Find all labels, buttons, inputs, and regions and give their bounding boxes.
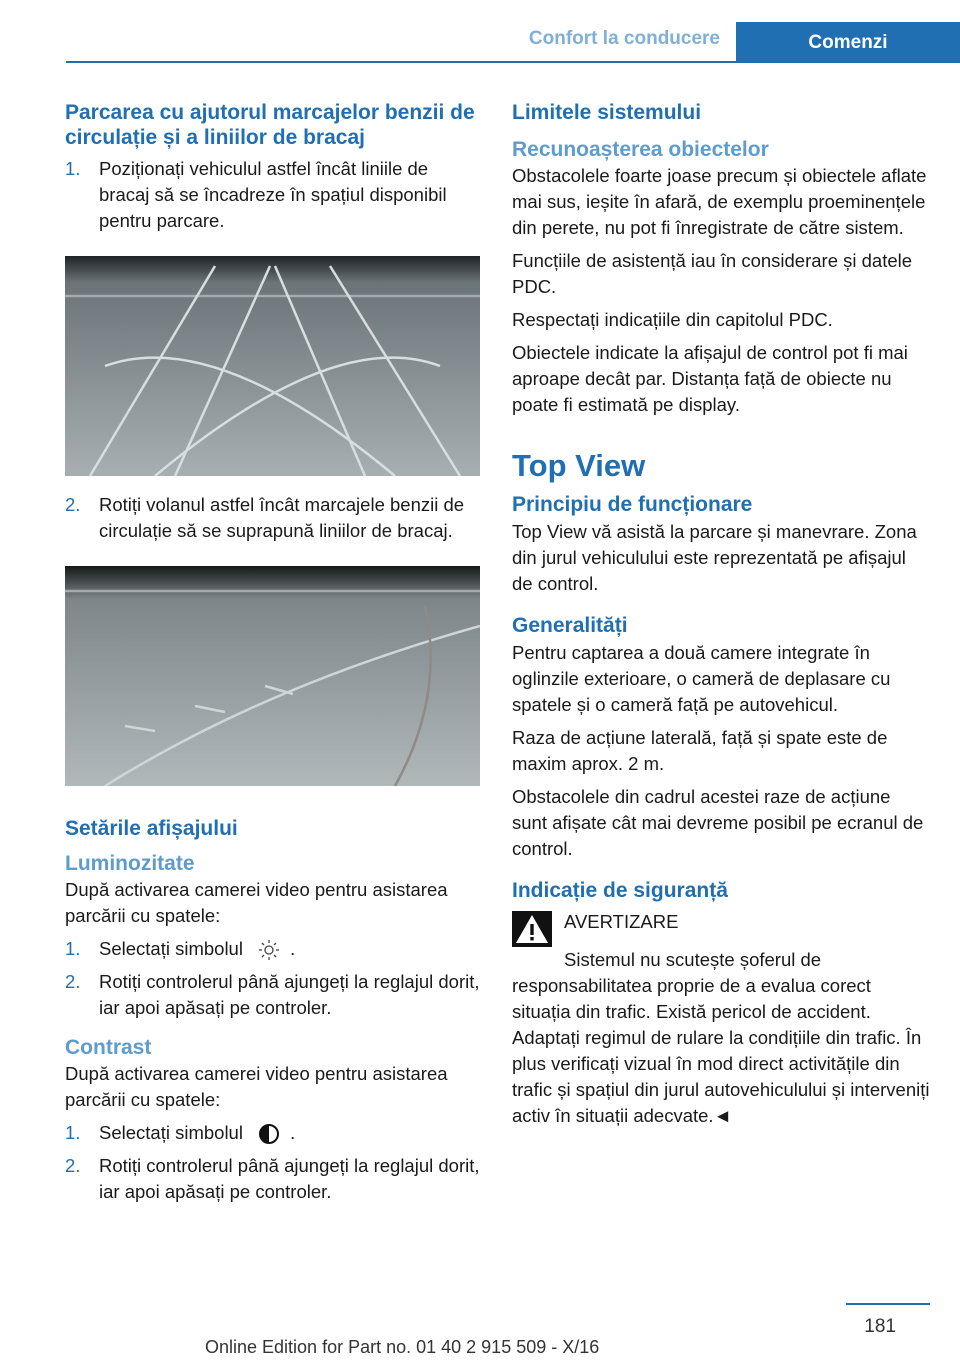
right-column (512, 100, 930, 1136)
list-item (65, 936, 480, 962)
step-text-post: . (290, 1122, 296, 1143)
step-text: Rotiți volanul astfel încât marcajele benzii de circulație să se suprapună liniilor de bracaj. (99, 494, 465, 541)
page-header (0, 22, 960, 62)
step-text: Rotiți controlerul până ajungeți la reglajul dorit, iar apoi apăsați pe controler. (99, 971, 480, 1018)
parking-steps-1 (65, 156, 480, 234)
edition-footer: Online Edition for Part no. 01 40 2 915 509 - X/16 (205, 1337, 600, 1357)
principle-title: Principiu de funcționare (512, 493, 753, 516)
limits-paragraph: Obiectele indicate la afișajul de control pot fi mai aproape decât par. Distanța față de obiecte nu poate fi estimată pe display. (512, 342, 908, 415)
limits-paragraph: Obstacolele foarte joase precum și obiectele aflate mai sus, ieșite în afară, de exemplu proeminențele din perete, nu pot fi înregistrate de către sistem. (512, 165, 927, 238)
step-text: Poziționați vehiculul astfel încât liniile de bracaj să se încadreze în spațiul disponibil pentru parcare. (99, 158, 447, 231)
step-text (99, 936, 295, 962)
principle-text: Top View vă asistă la parcare și manevrare. Zona din jurul vehiculului este reprezentată pe afișajul de control. (512, 521, 917, 594)
display-settings-title: Setările afișajului (65, 817, 238, 840)
header-section[interactable]: Confort la conducere (528, 28, 720, 49)
brightness-steps (65, 936, 480, 1021)
warning-label: AVERTIZARE (564, 911, 679, 932)
parking-section-title: Parcarea cu ajutorul marcajelor benzii de circulație și a liniilor de bracaj (65, 101, 475, 149)
step-number: 1. (65, 938, 81, 959)
safety-title: Indicație de siguranță (512, 879, 728, 902)
brightness-title: Luminozitate (65, 852, 195, 875)
system-limits-title: Limitele sistemului (512, 101, 702, 124)
contrast-intro: După activarea camerei video pentru asistarea parcării cu spatele: (65, 1063, 448, 1110)
footer-rule (846, 1303, 930, 1305)
general-paragraph: Pentru captarea a două camere integrate în oglinzile exterioare, o cameră de deplasare cu spatele și o cameră față pe autovehicul. (512, 642, 891, 715)
warning-block (512, 909, 930, 947)
general-title: Generalități (512, 614, 628, 637)
limits-paragraph: Respectați indicațiile din capitolul PDC. (512, 309, 833, 330)
step-text-pre: Selectați simbolul (99, 938, 243, 959)
header-chapter-tab[interactable]: Comenzi (736, 22, 960, 63)
list-item (65, 492, 480, 544)
step-number: 2. (65, 494, 81, 515)
general-paragraph: Obstacolele din cadrul acestei raze de acțiune sunt afișate cât mai devreme posibil pe ecranul de control. (512, 786, 924, 859)
general-paragraph: Raza de acțiune laterală, față și spate este de maxim aprox. 2 m. (512, 727, 888, 774)
contrast-icon (258, 1123, 280, 1145)
left-column (65, 100, 480, 1213)
step-number: 1. (65, 1122, 81, 1143)
list-item (65, 1153, 480, 1205)
list-item (65, 156, 480, 234)
warning-head (564, 909, 678, 947)
list-item (65, 969, 480, 1021)
camera-view-image-1 (65, 256, 480, 476)
contrast-title: Contrast (65, 1036, 152, 1059)
top-view-title: Top View (512, 448, 646, 483)
camera-view-image-2 (65, 566, 480, 786)
step-text-pre: Selectați simbolul (99, 1122, 243, 1143)
warning-triangle-icon (512, 911, 552, 947)
step-number: 2. (65, 971, 81, 992)
list-item (65, 1120, 480, 1146)
page-number: 181 (864, 1316, 896, 1337)
contrast-steps (65, 1120, 480, 1205)
step-text: Rotiți controlerul până ajungeți la reglajul dorit, iar apoi apăsați pe controler. (99, 1155, 480, 1202)
sun-icon (258, 939, 280, 961)
brightness-intro: După activarea camerei video pentru asistarea parcării cu spatele: (65, 879, 448, 926)
step-number: 1. (65, 158, 81, 179)
warning-text: Sistemul nu scutește șoferul de responsabilitatea proprie de a evalua corect situația din trafic. Există pericol de accident. Adaptați regimul de rulare la condițiile din trafic. În plus verificați vizual în mod direct activitățile din trafic și spațiul din jurul autovehiculului și interveniți activ în situații adecvate.◄ (512, 949, 930, 1126)
step-text-post: . (290, 938, 296, 959)
step-text (99, 1120, 295, 1146)
object-recognition-title: Recunoașterea obiectelor (512, 138, 769, 161)
parking-steps-2 (65, 492, 480, 544)
limits-paragraph: Funcțiile de asistență iau în considerare și datele PDC. (512, 250, 913, 297)
step-number: 2. (65, 1155, 81, 1176)
